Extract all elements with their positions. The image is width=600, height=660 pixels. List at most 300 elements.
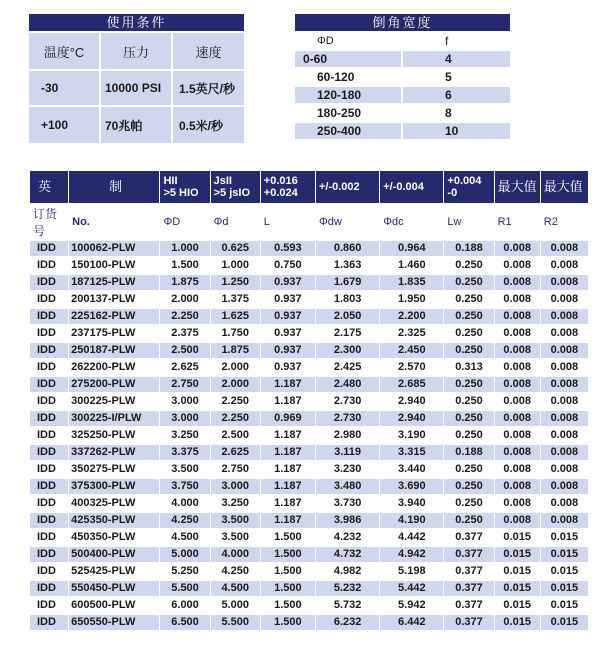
header-tol-d: JsII >5 jsIO xyxy=(211,171,260,203)
d-cell: 5.500 xyxy=(211,615,260,630)
L-cell: 1.187 xyxy=(261,479,315,494)
condition-header-pressure: 压力 xyxy=(101,33,171,69)
dc-cell: 2.325 xyxy=(380,326,443,341)
dc-cell: 2.685 xyxy=(380,377,443,392)
D-cell: 2.000 xyxy=(160,292,209,307)
D-cell: 2.375 xyxy=(160,326,209,341)
D-cell: 6.000 xyxy=(160,598,209,613)
L-cell: 1.187 xyxy=(261,462,315,477)
table-row xyxy=(30,615,588,630)
series-cell: IDD xyxy=(30,258,68,273)
series-cell: IDD xyxy=(30,564,68,579)
subheader-dw: Φdw xyxy=(316,205,379,239)
R2-cell: 0.008 xyxy=(541,479,588,494)
d-cell: 4.250 xyxy=(211,564,260,579)
L-cell: 1.187 xyxy=(261,496,315,511)
Lw-cell: 0.377 xyxy=(444,530,493,545)
table-row xyxy=(30,241,588,256)
R1-cell: 0.008 xyxy=(495,309,540,324)
L-cell: 0.593 xyxy=(261,241,315,256)
Lw-cell: 0.250 xyxy=(444,394,493,409)
R2-cell: 0.008 xyxy=(541,241,588,256)
R1-cell: 0.008 xyxy=(495,360,540,375)
Lw-cell: 0.250 xyxy=(444,462,493,477)
R1-cell: 0.015 xyxy=(495,547,540,562)
part-number-cell: 550450-PLW xyxy=(69,581,159,596)
R2-cell: 0.008 xyxy=(541,326,588,341)
table-row xyxy=(30,360,588,375)
part-number-cell: 200137-PLW xyxy=(69,292,159,307)
dc-cell: 6.442 xyxy=(380,615,443,630)
series-cell: IDD xyxy=(30,326,68,341)
part-number-cell: 375300-PLW xyxy=(69,479,159,494)
d-cell: 1.750 xyxy=(211,326,260,341)
dc-cell: 5.442 xyxy=(380,581,443,596)
dw-cell: 3.986 xyxy=(316,513,379,528)
R2-cell: 0.015 xyxy=(541,581,588,596)
Lw-cell: 0.250 xyxy=(444,411,493,426)
Lw-cell: 0.188 xyxy=(444,241,493,256)
condition-cell: 70兆帕 xyxy=(101,107,171,143)
Lw-cell: 0.377 xyxy=(444,564,493,579)
part-number-cell: 300225-I/PLW xyxy=(69,411,159,426)
table-row xyxy=(30,326,588,341)
series-cell: IDD xyxy=(30,377,68,392)
L-cell: 0.937 xyxy=(261,275,315,290)
part-number-cell: 237175-PLW xyxy=(69,326,159,341)
series-cell: IDD xyxy=(30,241,68,256)
header-imperial: 英 xyxy=(30,171,68,203)
series-cell: IDD xyxy=(30,496,68,511)
table-row xyxy=(30,343,588,358)
D-cell: 1.500 xyxy=(160,258,209,273)
D-cell: 4.250 xyxy=(160,513,209,528)
L-cell: 1.187 xyxy=(261,428,315,443)
table-row xyxy=(30,292,588,307)
series-cell: IDD xyxy=(30,343,68,358)
d-cell: 5.000 xyxy=(211,598,260,613)
R2-cell: 0.008 xyxy=(541,513,588,528)
series-cell: IDD xyxy=(30,462,68,477)
header-row xyxy=(30,171,588,203)
subheader-dc: Φdc xyxy=(380,205,443,239)
dc-cell: 4.942 xyxy=(380,547,443,562)
dw-cell: 2.730 xyxy=(316,411,379,426)
series-cell: IDD xyxy=(30,513,68,528)
dw-cell: 2.175 xyxy=(316,326,379,341)
d-cell: 2.750 xyxy=(211,462,260,477)
chamfer-range: 180-250 xyxy=(317,106,362,120)
chamfer-col-f: f xyxy=(445,34,449,48)
R2-cell: 0.015 xyxy=(541,564,588,579)
condition-cell: 1.5英尺/秒 xyxy=(173,71,244,105)
D-cell: 5.000 xyxy=(160,547,209,562)
R1-cell: 0.008 xyxy=(495,445,540,460)
dw-cell: 4.732 xyxy=(316,547,379,562)
R1-cell: 0.008 xyxy=(495,258,540,273)
dc-cell: 3.690 xyxy=(380,479,443,494)
subheader-row xyxy=(30,205,588,239)
table-row xyxy=(30,275,588,290)
R1-cell: 0.008 xyxy=(495,479,540,494)
table-row xyxy=(30,445,588,460)
dc-cell: 3.940 xyxy=(380,496,443,511)
L-cell: 1.187 xyxy=(261,445,315,460)
chamfer-range: 250-400 xyxy=(295,123,401,139)
d-cell: 4.000 xyxy=(211,547,260,562)
d-cell: 2.000 xyxy=(211,360,260,375)
L-cell: 1.500 xyxy=(261,547,315,562)
dc-cell: 5.198 xyxy=(380,564,443,579)
part-number-cell: 275200-PLW xyxy=(69,377,159,392)
dc-cell: 3.190 xyxy=(380,428,443,443)
subheader-no: No. xyxy=(69,205,159,239)
Lw-cell: 0.250 xyxy=(444,479,493,494)
part-number-cell: 350275-PLW xyxy=(69,462,159,477)
dw-cell: 4.232 xyxy=(316,530,379,545)
D-cell: 3.000 xyxy=(160,411,209,426)
d-cell: 2.250 xyxy=(211,394,260,409)
chamfer-title: 倒角宽度 xyxy=(295,14,510,31)
part-number-cell: 425350-PLW xyxy=(69,513,159,528)
chamfer-value: 4 xyxy=(403,51,510,67)
D-cell: 5.250 xyxy=(160,564,209,579)
part-number-cell: 150100-PLW xyxy=(69,258,159,273)
dw-cell: 2.425 xyxy=(316,360,379,375)
D-cell: 2.750 xyxy=(160,377,209,392)
L-cell: 1.187 xyxy=(261,377,315,392)
R2-cell: 0.008 xyxy=(541,360,588,375)
dw-cell: 4.982 xyxy=(316,564,379,579)
table-row xyxy=(30,479,588,494)
spec-table xyxy=(29,169,589,632)
dw-cell: 2.730 xyxy=(316,394,379,409)
table-row xyxy=(30,564,588,579)
D-cell: 3.250 xyxy=(160,428,209,443)
d-cell: 1.000 xyxy=(211,258,260,273)
chamfer-range: 0-60 xyxy=(295,51,401,67)
D-cell: 2.500 xyxy=(160,343,209,358)
L-cell: 1.500 xyxy=(261,598,315,613)
table-row xyxy=(30,428,588,443)
dc-cell: 2.940 xyxy=(380,411,443,426)
D-cell: 3.375 xyxy=(160,445,209,460)
series-cell: IDD xyxy=(30,547,68,562)
R2-cell: 0.008 xyxy=(541,258,588,273)
dw-cell: 5.732 xyxy=(316,598,379,613)
dc-cell: 2.450 xyxy=(380,343,443,358)
table-row xyxy=(30,411,588,426)
table-row xyxy=(30,530,588,545)
subheader-d: Φd xyxy=(211,205,260,239)
R1-cell: 0.015 xyxy=(495,598,540,613)
L-cell: 1.500 xyxy=(261,615,315,630)
table-row xyxy=(30,513,588,528)
D-cell: 1.875 xyxy=(160,275,209,290)
condition-cell: 0.5米/秒 xyxy=(173,107,244,143)
D-cell: 3.000 xyxy=(160,394,209,409)
L-cell: 1.500 xyxy=(261,564,315,579)
d-cell: 1.250 xyxy=(211,275,260,290)
dw-cell: 1.803 xyxy=(316,292,379,307)
series-cell: IDD xyxy=(30,445,68,460)
D-cell: 3.500 xyxy=(160,462,209,477)
part-number-cell: 250187-PLW xyxy=(69,343,159,358)
d-cell: 2.250 xyxy=(211,411,260,426)
series-cell: IDD xyxy=(30,615,68,630)
R1-cell: 0.008 xyxy=(495,411,540,426)
R2-cell: 0.008 xyxy=(541,292,588,307)
condition-header-speed: 速度 xyxy=(173,33,244,69)
d-cell: 1.875 xyxy=(211,343,260,358)
d-cell: 0.625 xyxy=(211,241,260,256)
subheader-R1: R1 xyxy=(495,205,540,239)
header-tol-D: HII >5 HIO xyxy=(160,171,209,203)
dc-cell: 3.440 xyxy=(380,462,443,477)
Lw-cell: 0.377 xyxy=(444,581,493,596)
d-cell: 2.500 xyxy=(211,428,260,443)
part-number-cell: 525425-PLW xyxy=(69,564,159,579)
part-number-cell: 325250-PLW xyxy=(69,428,159,443)
R2-cell: 0.008 xyxy=(541,394,588,409)
R2-cell: 0.008 xyxy=(541,445,588,460)
header-tol-dw: +/-0.002 xyxy=(316,171,379,203)
table-row xyxy=(30,309,588,324)
d-cell: 3.500 xyxy=(211,513,260,528)
Lw-cell: 0.250 xyxy=(444,428,493,443)
L-cell: 0.969 xyxy=(261,411,315,426)
dc-cell: 2.200 xyxy=(380,309,443,324)
part-number-cell: 400325-PLW xyxy=(69,496,159,511)
d-cell: 3.000 xyxy=(211,479,260,494)
R2-cell: 0.008 xyxy=(541,275,588,290)
Lw-cell: 0.250 xyxy=(444,292,493,307)
R2-cell: 0.008 xyxy=(541,428,588,443)
Lw-cell: 0.377 xyxy=(444,615,493,630)
part-number-cell: 337262-PLW xyxy=(69,445,159,460)
dc-cell: 1.835 xyxy=(380,275,443,290)
dc-cell: 1.460 xyxy=(380,258,443,273)
part-number-cell: 300225-PLW xyxy=(69,394,159,409)
R1-cell: 0.015 xyxy=(495,564,540,579)
header-max-R2: 最大值 xyxy=(541,171,588,203)
D-cell: 3.750 xyxy=(160,479,209,494)
dc-cell: 4.190 xyxy=(380,513,443,528)
chamfer-value: 5 xyxy=(445,70,452,84)
L-cell: 1.500 xyxy=(261,581,315,596)
Lw-cell: 0.188 xyxy=(444,445,493,460)
R1-cell: 0.008 xyxy=(495,513,540,528)
R1-cell: 0.008 xyxy=(495,343,540,358)
part-number-cell: 262200-PLW xyxy=(69,360,159,375)
d-cell: 2.000 xyxy=(211,377,260,392)
table-row xyxy=(30,462,588,477)
R1-cell: 0.015 xyxy=(495,615,540,630)
dc-cell: 2.940 xyxy=(380,394,443,409)
table-row xyxy=(30,377,588,392)
table-row xyxy=(30,496,588,511)
d-cell: 1.625 xyxy=(211,309,260,324)
R1-cell: 0.008 xyxy=(495,462,540,477)
L-cell: 1.187 xyxy=(261,513,315,528)
D-cell: 1.000 xyxy=(160,241,209,256)
L-cell: 1.187 xyxy=(261,394,315,409)
R1-cell: 0.008 xyxy=(495,292,540,307)
R2-cell: 0.015 xyxy=(541,547,588,562)
R1-cell: 0.015 xyxy=(495,581,540,596)
chamfer-col-d: ΦD xyxy=(317,35,334,47)
series-cell: IDD xyxy=(30,309,68,324)
part-number-cell: 450350-PLW xyxy=(69,530,159,545)
chamfer-range: 60-120 xyxy=(317,70,355,84)
dw-cell: 0.860 xyxy=(316,241,379,256)
part-number-cell: 500400-PLW xyxy=(69,547,159,562)
subheader-R2: R2 xyxy=(541,205,588,239)
dw-cell: 3.119 xyxy=(316,445,379,460)
L-cell: 0.937 xyxy=(261,292,315,307)
D-cell: 6.500 xyxy=(160,615,209,630)
R2-cell: 0.008 xyxy=(541,496,588,511)
table-row xyxy=(30,258,588,273)
d-cell: 4.500 xyxy=(211,581,260,596)
part-number-cell: 100062-PLW xyxy=(69,241,159,256)
L-cell: 1.500 xyxy=(261,530,315,545)
D-cell: 4.000 xyxy=(160,496,209,511)
Lw-cell: 0.250 xyxy=(444,496,493,511)
R2-cell: 0.008 xyxy=(541,462,588,477)
Lw-cell: 0.250 xyxy=(444,326,493,341)
dw-cell: 3.230 xyxy=(316,462,379,477)
dw-cell: 3.730 xyxy=(316,496,379,511)
dw-cell: 2.300 xyxy=(316,343,379,358)
dw-cell: 2.480 xyxy=(316,377,379,392)
Lw-cell: 0.250 xyxy=(444,258,493,273)
part-number-cell: 600500-PLW xyxy=(69,598,159,613)
Lw-cell: 0.313 xyxy=(444,360,493,375)
spec-table-body xyxy=(30,241,588,630)
d-cell: 1.375 xyxy=(211,292,260,307)
R2-cell: 0.008 xyxy=(541,411,588,426)
R1-cell: 0.008 xyxy=(495,275,540,290)
series-cell: IDD xyxy=(30,530,68,545)
header-tol-Lw: +0.004 -0 xyxy=(444,171,493,203)
part-number-cell: 225162-PLW xyxy=(69,309,159,324)
R1-cell: 0.008 xyxy=(495,326,540,341)
Lw-cell: 0.250 xyxy=(444,343,493,358)
dw-cell: 2.980 xyxy=(316,428,379,443)
subheader-Lw: Lw xyxy=(444,205,493,239)
condition-cell: -30 xyxy=(29,71,99,105)
table-row xyxy=(30,547,588,562)
header-tol-L: +0.016 +0.024 xyxy=(261,171,315,203)
dc-cell: 0.964 xyxy=(380,241,443,256)
D-cell: 4.500 xyxy=(160,530,209,545)
header-tol-dc: +/-0.004 xyxy=(380,171,443,203)
Lw-cell: 0.250 xyxy=(444,377,493,392)
R1-cell: 0.008 xyxy=(495,241,540,256)
condition-cell: +100 xyxy=(29,107,99,143)
table-row xyxy=(30,394,588,409)
R1-cell: 0.008 xyxy=(495,496,540,511)
subheader-L: L xyxy=(261,205,315,239)
chamfer-value: 8 xyxy=(445,106,452,120)
header-max-R1: 最大值 xyxy=(495,171,540,203)
D-cell: 2.625 xyxy=(160,360,209,375)
Lw-cell: 0.250 xyxy=(444,309,493,324)
R2-cell: 0.015 xyxy=(541,615,588,630)
part-number-cell: 650550-PLW xyxy=(69,615,159,630)
R1-cell: 0.008 xyxy=(495,377,540,392)
d-cell: 3.500 xyxy=(211,530,260,545)
conditions-title: 使用条件 xyxy=(29,14,244,31)
condition-cell: 10000 PSI xyxy=(101,71,171,105)
dc-cell: 3.315 xyxy=(380,445,443,460)
R2-cell: 0.015 xyxy=(541,598,588,613)
L-cell: 0.750 xyxy=(261,258,315,273)
dc-cell: 2.570 xyxy=(380,360,443,375)
D-cell: 2.250 xyxy=(160,309,209,324)
series-cell: IDD xyxy=(30,598,68,613)
table-row xyxy=(30,581,588,596)
subheader-order: 订货号 xyxy=(30,205,68,239)
R1-cell: 0.008 xyxy=(495,394,540,409)
dc-cell: 4.442 xyxy=(380,530,443,545)
d-cell: 3.250 xyxy=(211,496,260,511)
chamfer-value: 10 xyxy=(403,123,510,139)
D-cell: 5.500 xyxy=(160,581,209,596)
dc-cell: 5.942 xyxy=(380,598,443,613)
chamfer-range: 120-180 xyxy=(295,87,401,103)
Lw-cell: 0.377 xyxy=(444,598,493,613)
series-cell: IDD xyxy=(30,394,68,409)
R1-cell: 0.015 xyxy=(495,530,540,545)
R2-cell: 0.015 xyxy=(541,530,588,545)
subheader-D: ΦD xyxy=(160,205,209,239)
header-system: 制 xyxy=(69,171,159,203)
Lw-cell: 0.250 xyxy=(444,275,493,290)
L-cell: 0.937 xyxy=(261,309,315,324)
Lw-cell: 0.250 xyxy=(444,513,493,528)
series-cell: IDD xyxy=(30,479,68,494)
chamfer-value: 6 xyxy=(403,87,510,103)
dw-cell: 6.232 xyxy=(316,615,379,630)
L-cell: 0.937 xyxy=(261,326,315,341)
R1-cell: 0.008 xyxy=(495,428,540,443)
series-cell: IDD xyxy=(30,428,68,443)
dw-cell: 2.050 xyxy=(316,309,379,324)
series-cell: IDD xyxy=(30,292,68,307)
dw-cell: 1.679 xyxy=(316,275,379,290)
L-cell: 0.937 xyxy=(261,343,315,358)
series-cell: IDD xyxy=(30,411,68,426)
dw-cell: 3.480 xyxy=(316,479,379,494)
Lw-cell: 0.377 xyxy=(444,547,493,562)
L-cell: 0.937 xyxy=(261,360,315,375)
dw-cell: 5.232 xyxy=(316,581,379,596)
d-cell: 2.625 xyxy=(211,445,260,460)
R2-cell: 0.008 xyxy=(541,309,588,324)
R2-cell: 0.008 xyxy=(541,343,588,358)
series-cell: IDD xyxy=(30,581,68,596)
dw-cell: 1.363 xyxy=(316,258,379,273)
R2-cell: 0.008 xyxy=(541,377,588,392)
series-cell: IDD xyxy=(30,275,68,290)
part-number-cell: 187125-PLW xyxy=(69,275,159,290)
table-row xyxy=(30,598,588,613)
series-cell: IDD xyxy=(30,360,68,375)
condition-header-temp: 温度°C xyxy=(29,33,99,69)
dc-cell: 1.950 xyxy=(380,292,443,307)
